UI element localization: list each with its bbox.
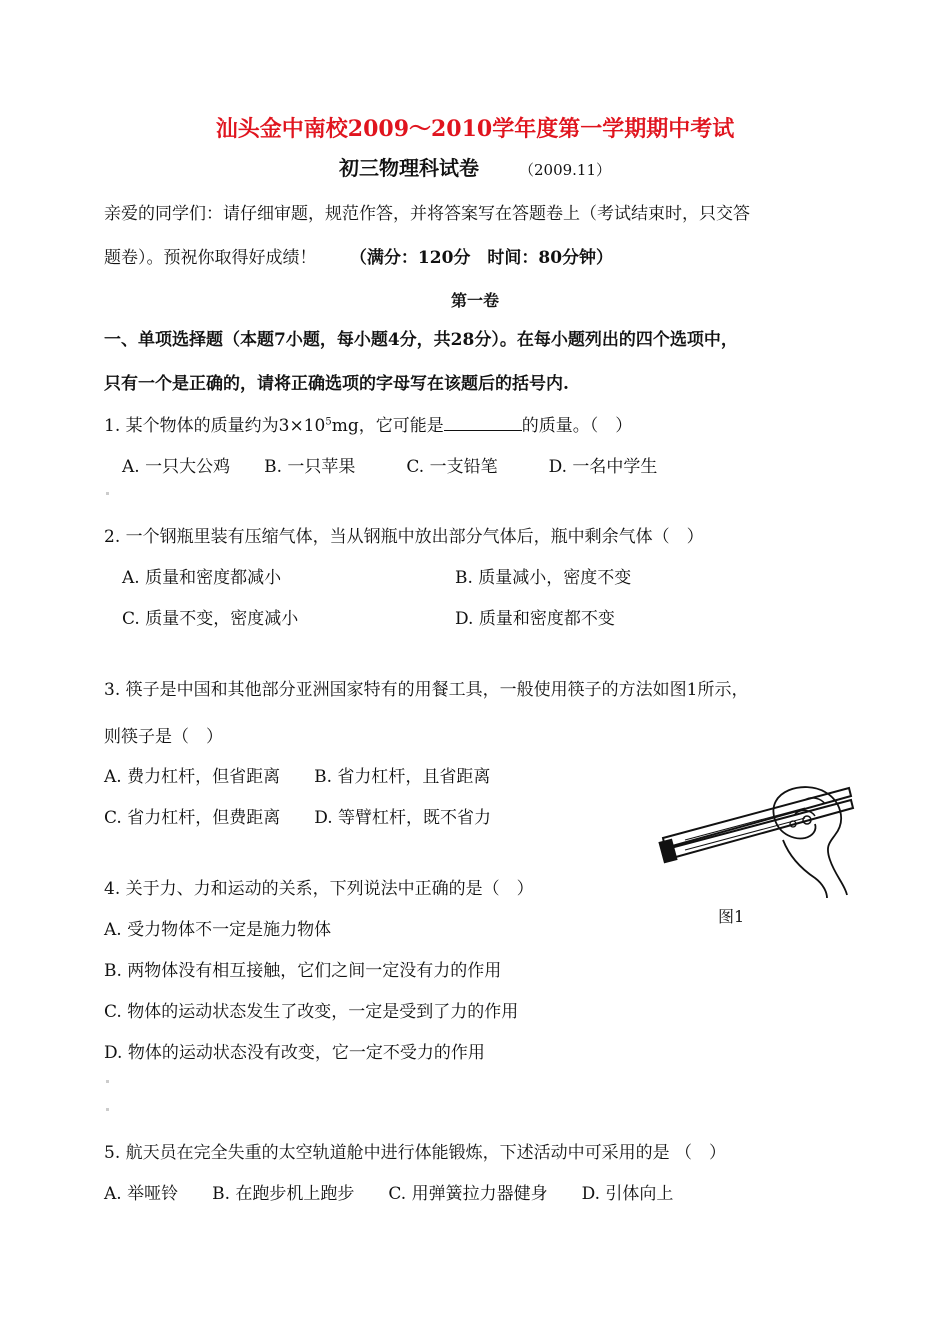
q2-option-b: B. 质量减小，密度不变: [455, 568, 632, 588]
q2-option-a: A. 质量和密度都减小: [122, 568, 282, 588]
paper-date: （2009.11）: [518, 161, 612, 179]
figure-caption: 图1: [718, 907, 745, 926]
intro-line-2: [104, 248, 613, 268]
section-heading-2: 只有一个是正确的，请将正确选项的字母写在该题后的括号内.: [104, 374, 569, 394]
q2-stem: 2. 一个钢瓶里装有压缩气体，当从钢瓶中放出部分气体后，瓶中剩余气体（ ）: [104, 527, 704, 547]
q1-stem-part3: 的质量。（ ）: [521, 416, 633, 436]
q3-stem-1: 3. 筷子是中国和其他部分亚洲国家特有的用餐工具，一般使用筷子的方法如图1所示，: [104, 680, 749, 700]
q4-option-a: A. 受力物体不一定是施力物体: [104, 920, 332, 940]
q3-stem-2: 则筷子是（ ）: [104, 727, 223, 747]
paper-title: 初三物理科试卷: [338, 156, 479, 180]
volume-heading: 第一卷: [450, 291, 499, 310]
q4-option-c: C. 物体的运动状态发生了改变，一定是受到了力的作用: [104, 1002, 519, 1022]
intro-score-time: （满分：120分 时间：80分钟）: [349, 248, 614, 268]
q3-options-cd: C. 省力杠杆，但费距离 D. 等臂杠杆，既不省力: [104, 808, 492, 828]
q4-option-b: B. 两物体没有相互接触，它们之间一定没有力的作用: [104, 961, 502, 981]
margin-dot: [106, 1108, 109, 1111]
q5-options: A. 举哑铃 B. 在跑步机上跑步 C. 用弹簧拉力器健身 D. 引体向上: [104, 1184, 674, 1204]
paper-title-line: [0, 156, 950, 180]
q1-exponent: 5: [325, 416, 332, 428]
q1-stem-part1: 1. 某个物体的质量约为3×10: [104, 416, 326, 436]
q1-stem: [104, 416, 632, 436]
intro-greeting: 题卷）。预祝你取得好成绩！: [104, 248, 317, 268]
q4-stem: 4. 关于力、力和运动的关系，下列说法中正确的是（ ）: [104, 879, 534, 899]
margin-dot: [106, 492, 109, 495]
q1-stem-part2: mg，它可能是: [331, 416, 444, 436]
q4-option-d: D. 物体的运动状态没有改变，它一定不受力的作用: [104, 1043, 485, 1063]
q3-options-ab: A. 费力杠杆，但省距离 B. 省力杠杆，且省距离: [104, 767, 491, 787]
intro-line-1: 亲爱的同学们：请仔细审题，规范作答，并将答案写在答题卷上（考试结束时，只交答: [104, 204, 750, 224]
q1-options: A. 一只大公鸡 B. 一只苹果 C. 一支铅笔 D. 一名中学生: [122, 457, 658, 477]
q5-stem: 5. 航天员在完全失重的太空轨道舱中进行体能锻炼，下述活动中可采用的是 （ ）: [104, 1143, 727, 1163]
section-heading-1: 一、单项选择题（本题7小题，每小题4分，共28分）。在每小题列出的四个选项中，: [104, 330, 738, 350]
q2-option-c: C. 质量不变，密度减小: [122, 609, 299, 629]
margin-dot: [106, 1080, 109, 1083]
q2-option-d: D. 质量和密度都不变: [455, 609, 615, 629]
school-title: 汕头金中南校2009～2010学年度第一学期期中考试: [215, 116, 735, 142]
chopsticks-figure: [655, 780, 855, 900]
answer-blank: [444, 416, 522, 431]
